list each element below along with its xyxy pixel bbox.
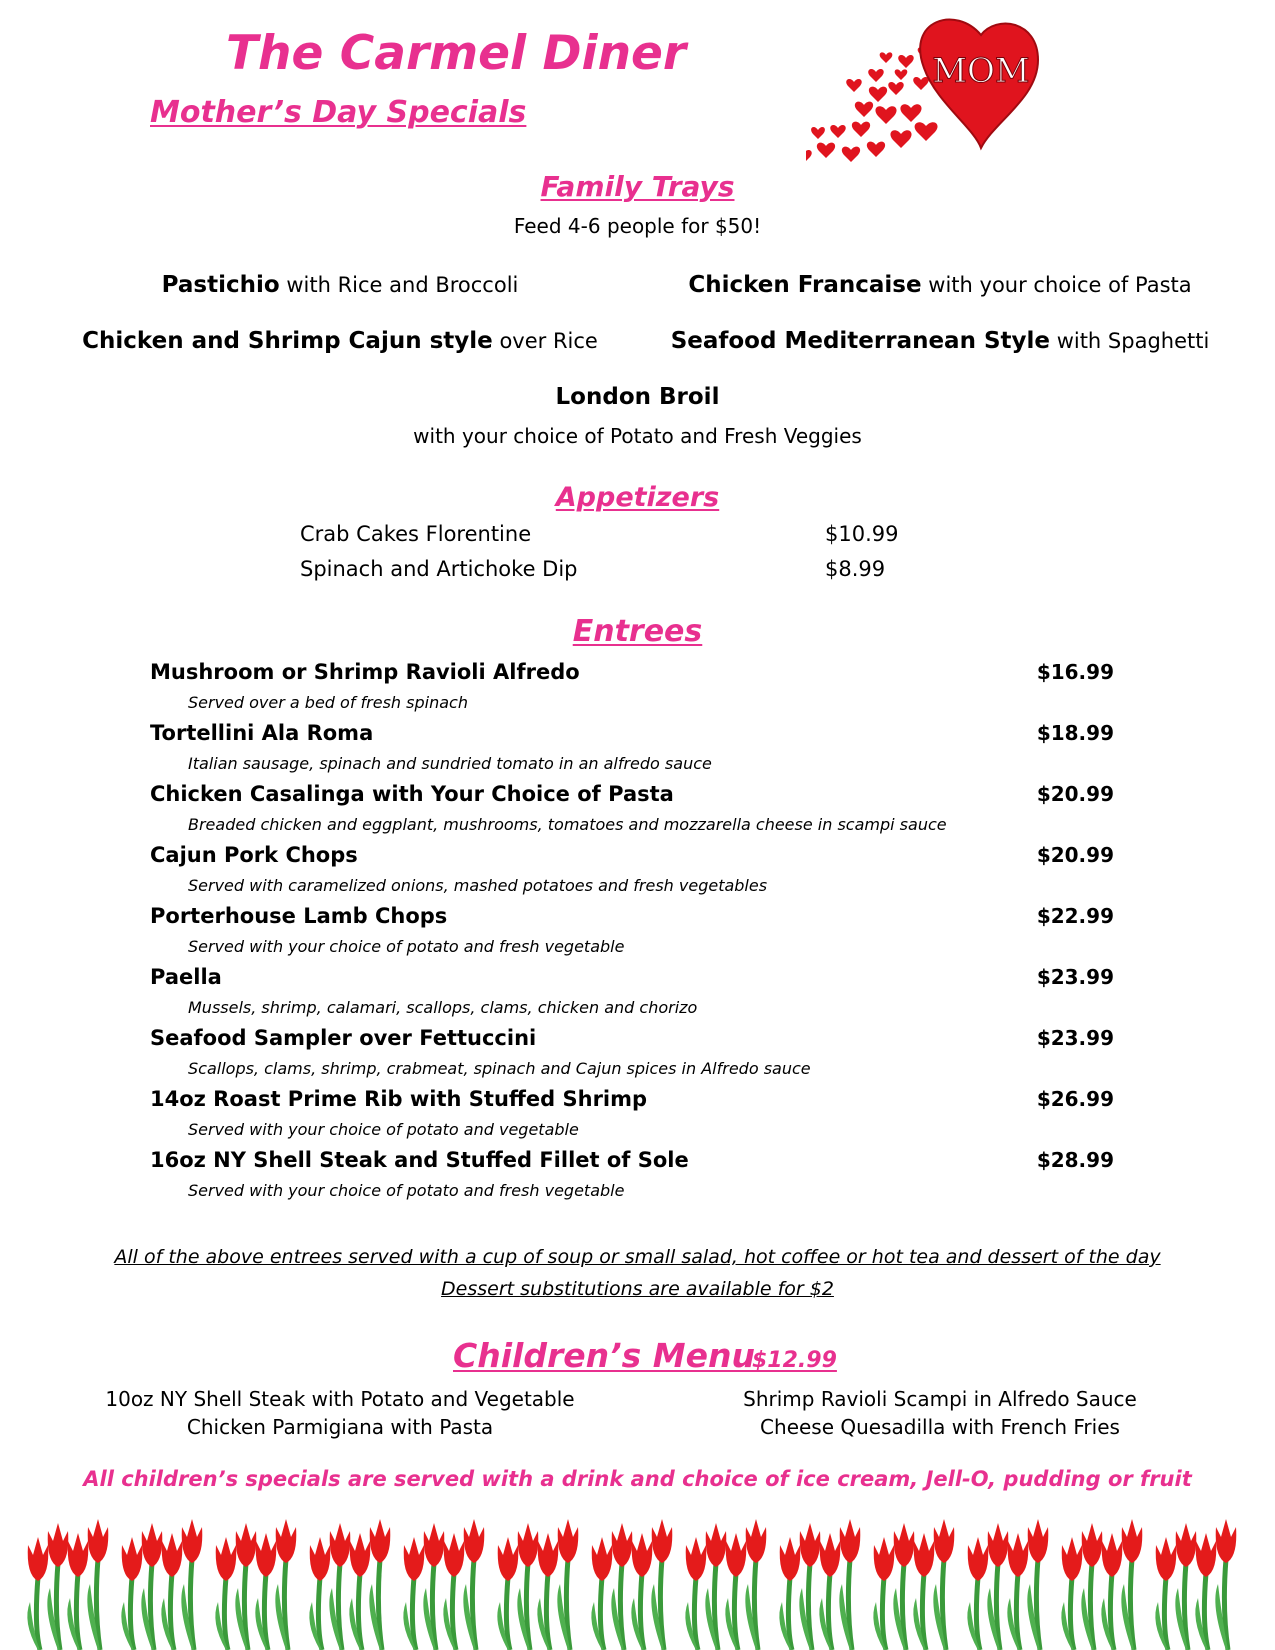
entree-price: $16.99 (1036, 660, 1114, 684)
children-items-right (680, 1385, 1200, 1441)
tray-item (640, 328, 1240, 354)
tulip-group-icon (309, 1519, 390, 1650)
entrees-heading: Entrees (572, 614, 703, 649)
entree-name: Seafood Sampler over Fettuccini (150, 1026, 537, 1050)
entree-price: $20.99 (1036, 843, 1114, 867)
entree-price: $18.99 (1036, 721, 1114, 745)
tulip-group-icon (967, 1519, 1048, 1650)
tulip-group-icon (403, 1519, 484, 1650)
children-item: Shrimp Ravioli Scampi in Alfredo Sauce (743, 1387, 1137, 1411)
children-item: Cheese Quesadilla with French Fries (760, 1415, 1120, 1439)
children-item: 10oz NY Shell Steak with Potato and Vegetable (105, 1387, 575, 1411)
tray-detail: with Rice and Broccoli (286, 273, 519, 297)
page-subtitle: Mother’s Day Specials (150, 95, 527, 130)
tulip-group-icon (121, 1519, 202, 1650)
entree-price: $28.99 (1036, 1148, 1114, 1172)
tray-detail: with Spaghetti (1056, 329, 1210, 353)
tray-name: Chicken and Shrimp Cajun style (82, 328, 493, 354)
tray-name: Pastichio (161, 272, 280, 298)
entree-item (150, 902, 1120, 958)
appetizer-name: Crab Cakes Florentine (300, 522, 532, 546)
dessert-substitution-note: Dessert substitutions are available for $2 (441, 1278, 834, 1300)
heart-illustration (806, 10, 1106, 170)
appetizer-price: $8.99 (825, 557, 886, 581)
tray-item (40, 328, 640, 354)
tray-detail: with your choice of Pasta (928, 273, 1192, 297)
entree-name: Chicken Casalinga with Your Choice of Pasta (150, 782, 674, 806)
entree-item (150, 1024, 1120, 1080)
tulip-border (0, 1515, 1275, 1650)
appetizer-row (300, 557, 920, 581)
childrens-menu-heading: Children’s Menu (453, 1336, 755, 1375)
entree-description: Served with your choice of potato and fresh vegetable (188, 1181, 625, 1200)
london-broil-detail: with your choice of Potato and Fresh Veggies (413, 424, 862, 448)
entree-description: Scallops, clams, shrimp, crabmeat, spinach and Cajun spices in Alfredo sauce (188, 1059, 811, 1078)
tulip-group-icon (873, 1519, 954, 1650)
entree-item (150, 963, 1120, 1019)
appetizer-price: $10.99 (825, 522, 899, 546)
entree-price: $22.99 (1036, 904, 1114, 928)
childrens-specials-note: All children’s specials are served with a drink and choice of ice cream, Jell-O, pudding or fruit (83, 1467, 1192, 1491)
small-hearts-cluster (806, 47, 938, 163)
entree-name: Tortellini Ala Roma (150, 721, 374, 745)
entree-name: Mushroom or Shrimp Ravioli Alfredo (150, 660, 580, 684)
restaurant-title: The Carmel Diner (226, 26, 687, 81)
entree-description: Served with your choice of potato and fresh vegetable (188, 937, 625, 956)
london-broil-name: London Broil (555, 384, 720, 410)
tulip-group-icon (779, 1519, 860, 1650)
tulip-group-icon (1155, 1519, 1236, 1650)
appetizer-name: Spinach and Artichoke Dip (300, 557, 578, 581)
entree-name: 14oz Roast Prime Rib with Stuffed Shrimp (150, 1087, 648, 1111)
tray-detail: over Rice (499, 329, 598, 353)
tulip-group-icon (215, 1519, 296, 1650)
entree-name: Porterhouse Lamb Chops (150, 904, 448, 928)
childrens-menu-price: $12.99 (752, 1348, 837, 1373)
entree-item (150, 658, 1120, 714)
tulip-group-icon (591, 1519, 672, 1650)
entree-description: Italian sausage, spinach and sundried tomato in an alfredo sauce (188, 754, 712, 773)
entree-description: Served with caramelized onions, mashed potatoes and fresh vegetables (188, 876, 768, 895)
appetizers-heading: Appetizers (555, 482, 720, 513)
tulip-group-icon (27, 1519, 108, 1650)
entree-price: $23.99 (1036, 1026, 1114, 1050)
appetizer-row (300, 522, 920, 546)
heart-text: MOM (932, 51, 1030, 91)
entree-price: $23.99 (1036, 965, 1114, 989)
entrees-note: All of the above entrees served with a cup of soup or small salad, hot coffee or hot tea and dessert of the day (114, 1246, 1161, 1268)
family-trays-subheading: Feed 4-6 people for $50! (513, 214, 762, 238)
tulip-group-icon (1061, 1519, 1142, 1650)
entree-price: $26.99 (1036, 1087, 1114, 1111)
entree-item (150, 1085, 1120, 1141)
entree-price: $20.99 (1036, 782, 1114, 806)
family-trays-heading: Family Trays (540, 170, 735, 203)
entree-description: Mussels, shrimp, calamari, scallops, clams, chicken and chorizo (188, 998, 698, 1017)
entree-item (150, 780, 1120, 836)
entree-name: Paella (150, 965, 222, 989)
entree-description: Breaded chicken and eggplant, mushrooms, tomatoes and mozzarella cheese in scampi sauce (188, 815, 947, 834)
tray-item (40, 272, 640, 298)
entree-item (150, 719, 1120, 775)
tulip-group-icon (497, 1519, 578, 1650)
tray-item (640, 272, 1240, 298)
entree-description: Served with your choice of potato and vegetable (188, 1120, 579, 1139)
entree-item (150, 1146, 1120, 1202)
tray-name: Chicken Francaise (688, 272, 922, 298)
entree-item (150, 841, 1120, 897)
entree-name: Cajun Pork Chops (150, 843, 358, 867)
tray-name: Seafood Mediterranean Style (670, 328, 1050, 354)
children-item: Chicken Parmigiana with Pasta (186, 1415, 494, 1439)
children-items-left (80, 1385, 600, 1441)
entree-name: 16oz NY Shell Steak and Stuffed Fillet of Sole (150, 1148, 689, 1172)
entree-description: Served over a bed of fresh spinach (188, 693, 468, 712)
tulip-group-icon (685, 1519, 766, 1650)
